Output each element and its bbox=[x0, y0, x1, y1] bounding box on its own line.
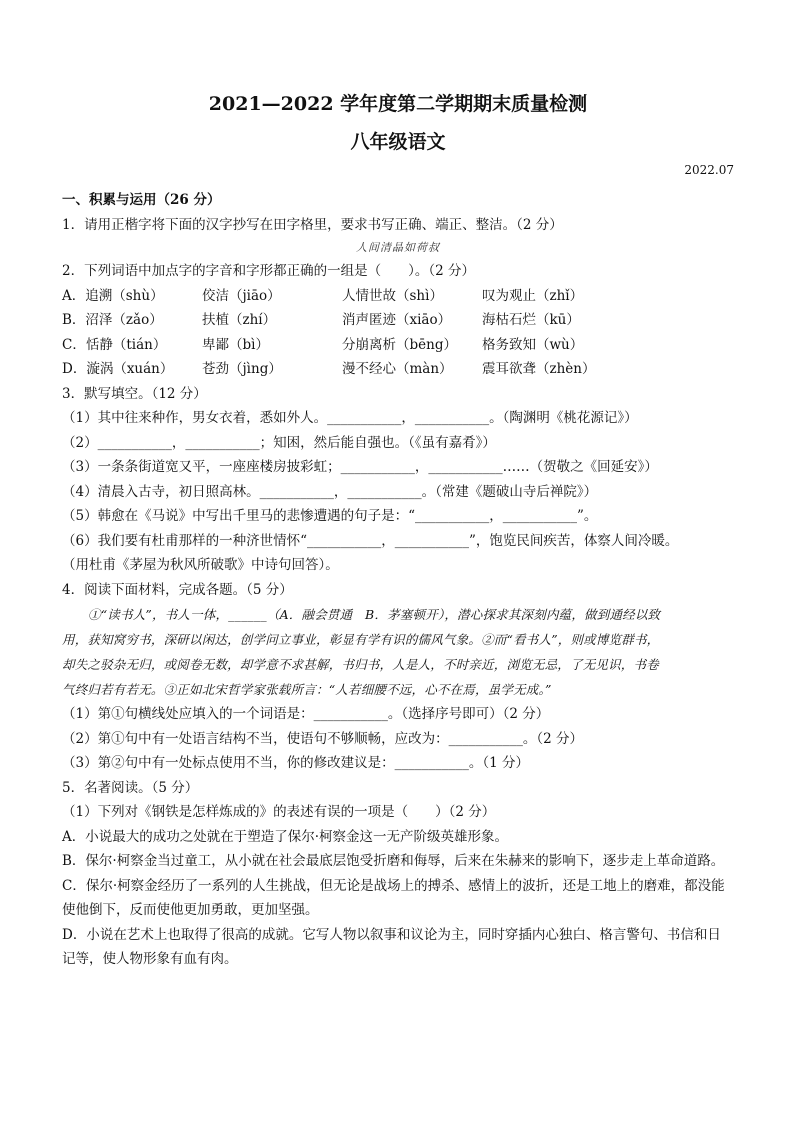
material-line: 气终归若有若无。③正如北宋哲学家张载所言：“人若细腰不远，心不在焉，虽学无成。” bbox=[62, 682, 552, 697]
q2-option-cell: 漫不经心（màn） bbox=[342, 361, 453, 377]
q3-item: （4）清晨入古寺，初日照高林。___________，___________。（常建《题破山寺后禅院》） bbox=[62, 483, 598, 500]
q2-option-cell: 消声匿迹（xiāo） bbox=[342, 312, 452, 328]
q4-item: （2）第①句中有一处语言结构不当，使语句不够顺畅，应改为：___________。（2 分） bbox=[62, 730, 583, 747]
q3-item: （2）___________，___________；知困，然后能自强也。（《虽有嘉肴》） bbox=[62, 434, 496, 451]
q2-option-cell: 人情世故（shì） bbox=[342, 287, 443, 304]
question-4-stem: 4．阅读下面材料，完成各题。（5 分） bbox=[62, 581, 293, 598]
q2-option-cell: 海枯石烂（kū） bbox=[482, 312, 580, 328]
reading-material bbox=[62, 602, 734, 702]
section-heading: 一、积累与运用（26 分） bbox=[62, 192, 221, 208]
q3-item: （6）我们要有杜甫那样的一种济世情怀“___________，___________”，饱览民间疾苦，体察人间冷暖。 bbox=[62, 532, 679, 549]
q2-option-cell: 叹为观止（zhǐ） bbox=[482, 287, 584, 304]
question-3-stem: 3．默写填空。（12 分） bbox=[62, 385, 207, 402]
q3-item: （用杜甫《茅屋为秋风所破歌》中诗句回答）。 bbox=[62, 557, 339, 573]
q3-item: （3）一条条街道宽又平，一座座楼房披彩虹；___________，___________……（贺敬之《回延安》） bbox=[62, 459, 658, 475]
q2-option-cell: 卑鄙（bì） bbox=[202, 336, 269, 353]
q5-option: B．保尔·柯察金当过童工，从小就在社会最底层饱受折磨和侮辱，后来在朱赫来的影响下，逐步走上革命道路。 bbox=[62, 853, 725, 869]
q2-option-cell: 苍劲（jìng） bbox=[202, 361, 282, 377]
material-line: ①“读书人”，书人一体，______（A．融会贯通 B．茅塞顿开），潜心探求其深刻内蕴，做到通经以致 bbox=[88, 607, 661, 622]
q5-option: A．小说最大的成功之处就在于塑造了保尔·柯察金这一无产阶级英雄形象。 bbox=[62, 828, 509, 845]
q2-option-cell: C．恬静（tián） bbox=[62, 336, 167, 353]
calligraphy-sample: 人间清晶如荷叔 bbox=[356, 241, 440, 254]
q3-item: （5）韩愈在《马说》中写出千里马的悲惨遭遇的句子是：“___________，___________”。 bbox=[62, 508, 598, 524]
exam-date: 2022.07 bbox=[684, 163, 734, 177]
question-5-stem: 5．名著阅读。（5 分） bbox=[62, 779, 199, 796]
exam-title: 2021—2022 学年度第二学期期末质量检测 bbox=[208, 93, 588, 115]
exam-subtitle: 八年级语文 bbox=[350, 131, 446, 153]
q2-option-row bbox=[62, 333, 734, 358]
q4-item: （3）第②句中有一处标点使用不当，你的修改建议是：___________。（1 分） bbox=[62, 755, 529, 771]
q2-option-row bbox=[62, 284, 734, 309]
q5-option: C．保尔·柯察金经历了一系列的人生挑战，但无论是战场上的搏杀、感情上的波折，还是工地上的磨难，都没能使他倒下，反而使他更加勇敢，更加坚强。 bbox=[62, 877, 725, 918]
q2-option-cell: 震耳欲聋（zhèn） bbox=[482, 361, 596, 377]
q2-option-row bbox=[62, 308, 734, 333]
q2-option-cell: 格务致知（wù） bbox=[482, 336, 584, 353]
question-2-stem: 2．下列词语中加点字的字音和字形都正确的一组是（ ）。（2 分） bbox=[62, 263, 475, 279]
q2-option-row bbox=[62, 357, 734, 382]
q5-option: D．小说在艺术上也取得了很高的成就。它写人物以叙事和议论为主，同时穿插内心独白、格言警句、书信和日记等，使人物形象有血有肉。 bbox=[62, 926, 721, 967]
q2-option-cell: B．沼泽（zǎo） bbox=[62, 312, 163, 328]
q2-option-cell: 佼洁（jiāo） bbox=[202, 287, 281, 304]
q4-item: （1）第①句横线处应填入的一个词语是：___________。（选择序号即可）（2 分） bbox=[62, 706, 550, 722]
q3-item: （1）其中往来种作，男女衣着，悉如外人。___________，___________。（陶渊明《桃花源记》） bbox=[62, 410, 638, 426]
material-line: 用，获知窝穷书，深研以闲达，创学问立事业，彰显有学有识的儒风气象。②而“看书人”，则或博览群书， bbox=[62, 632, 660, 647]
question-1-stem: 1．请用正楷字将下面的汉字抄写在田字格里，要求书写正确、端正、整洁。（2 分） bbox=[62, 216, 563, 233]
material-line: 却失之驳杂无归，或阅卷无数，却学意不求甚解，书归书，人是人，不时亲近，浏览无忌，了无见识，书卷 bbox=[62, 657, 659, 672]
q2-option-cell: 扶植（zhí） bbox=[202, 312, 277, 328]
q2-option-cell: 分崩离析（bēng） bbox=[342, 336, 457, 353]
q2-option-cell: A．追溯（shù） bbox=[62, 287, 164, 304]
exam-page bbox=[62, 92, 734, 972]
q5-sub-question: （1）下列对《钢铁是怎样炼成的》的表述有误的一项是（ ）（2 分） bbox=[62, 804, 496, 820]
q2-option-cell: D．漩涡（xuán） bbox=[62, 361, 174, 377]
